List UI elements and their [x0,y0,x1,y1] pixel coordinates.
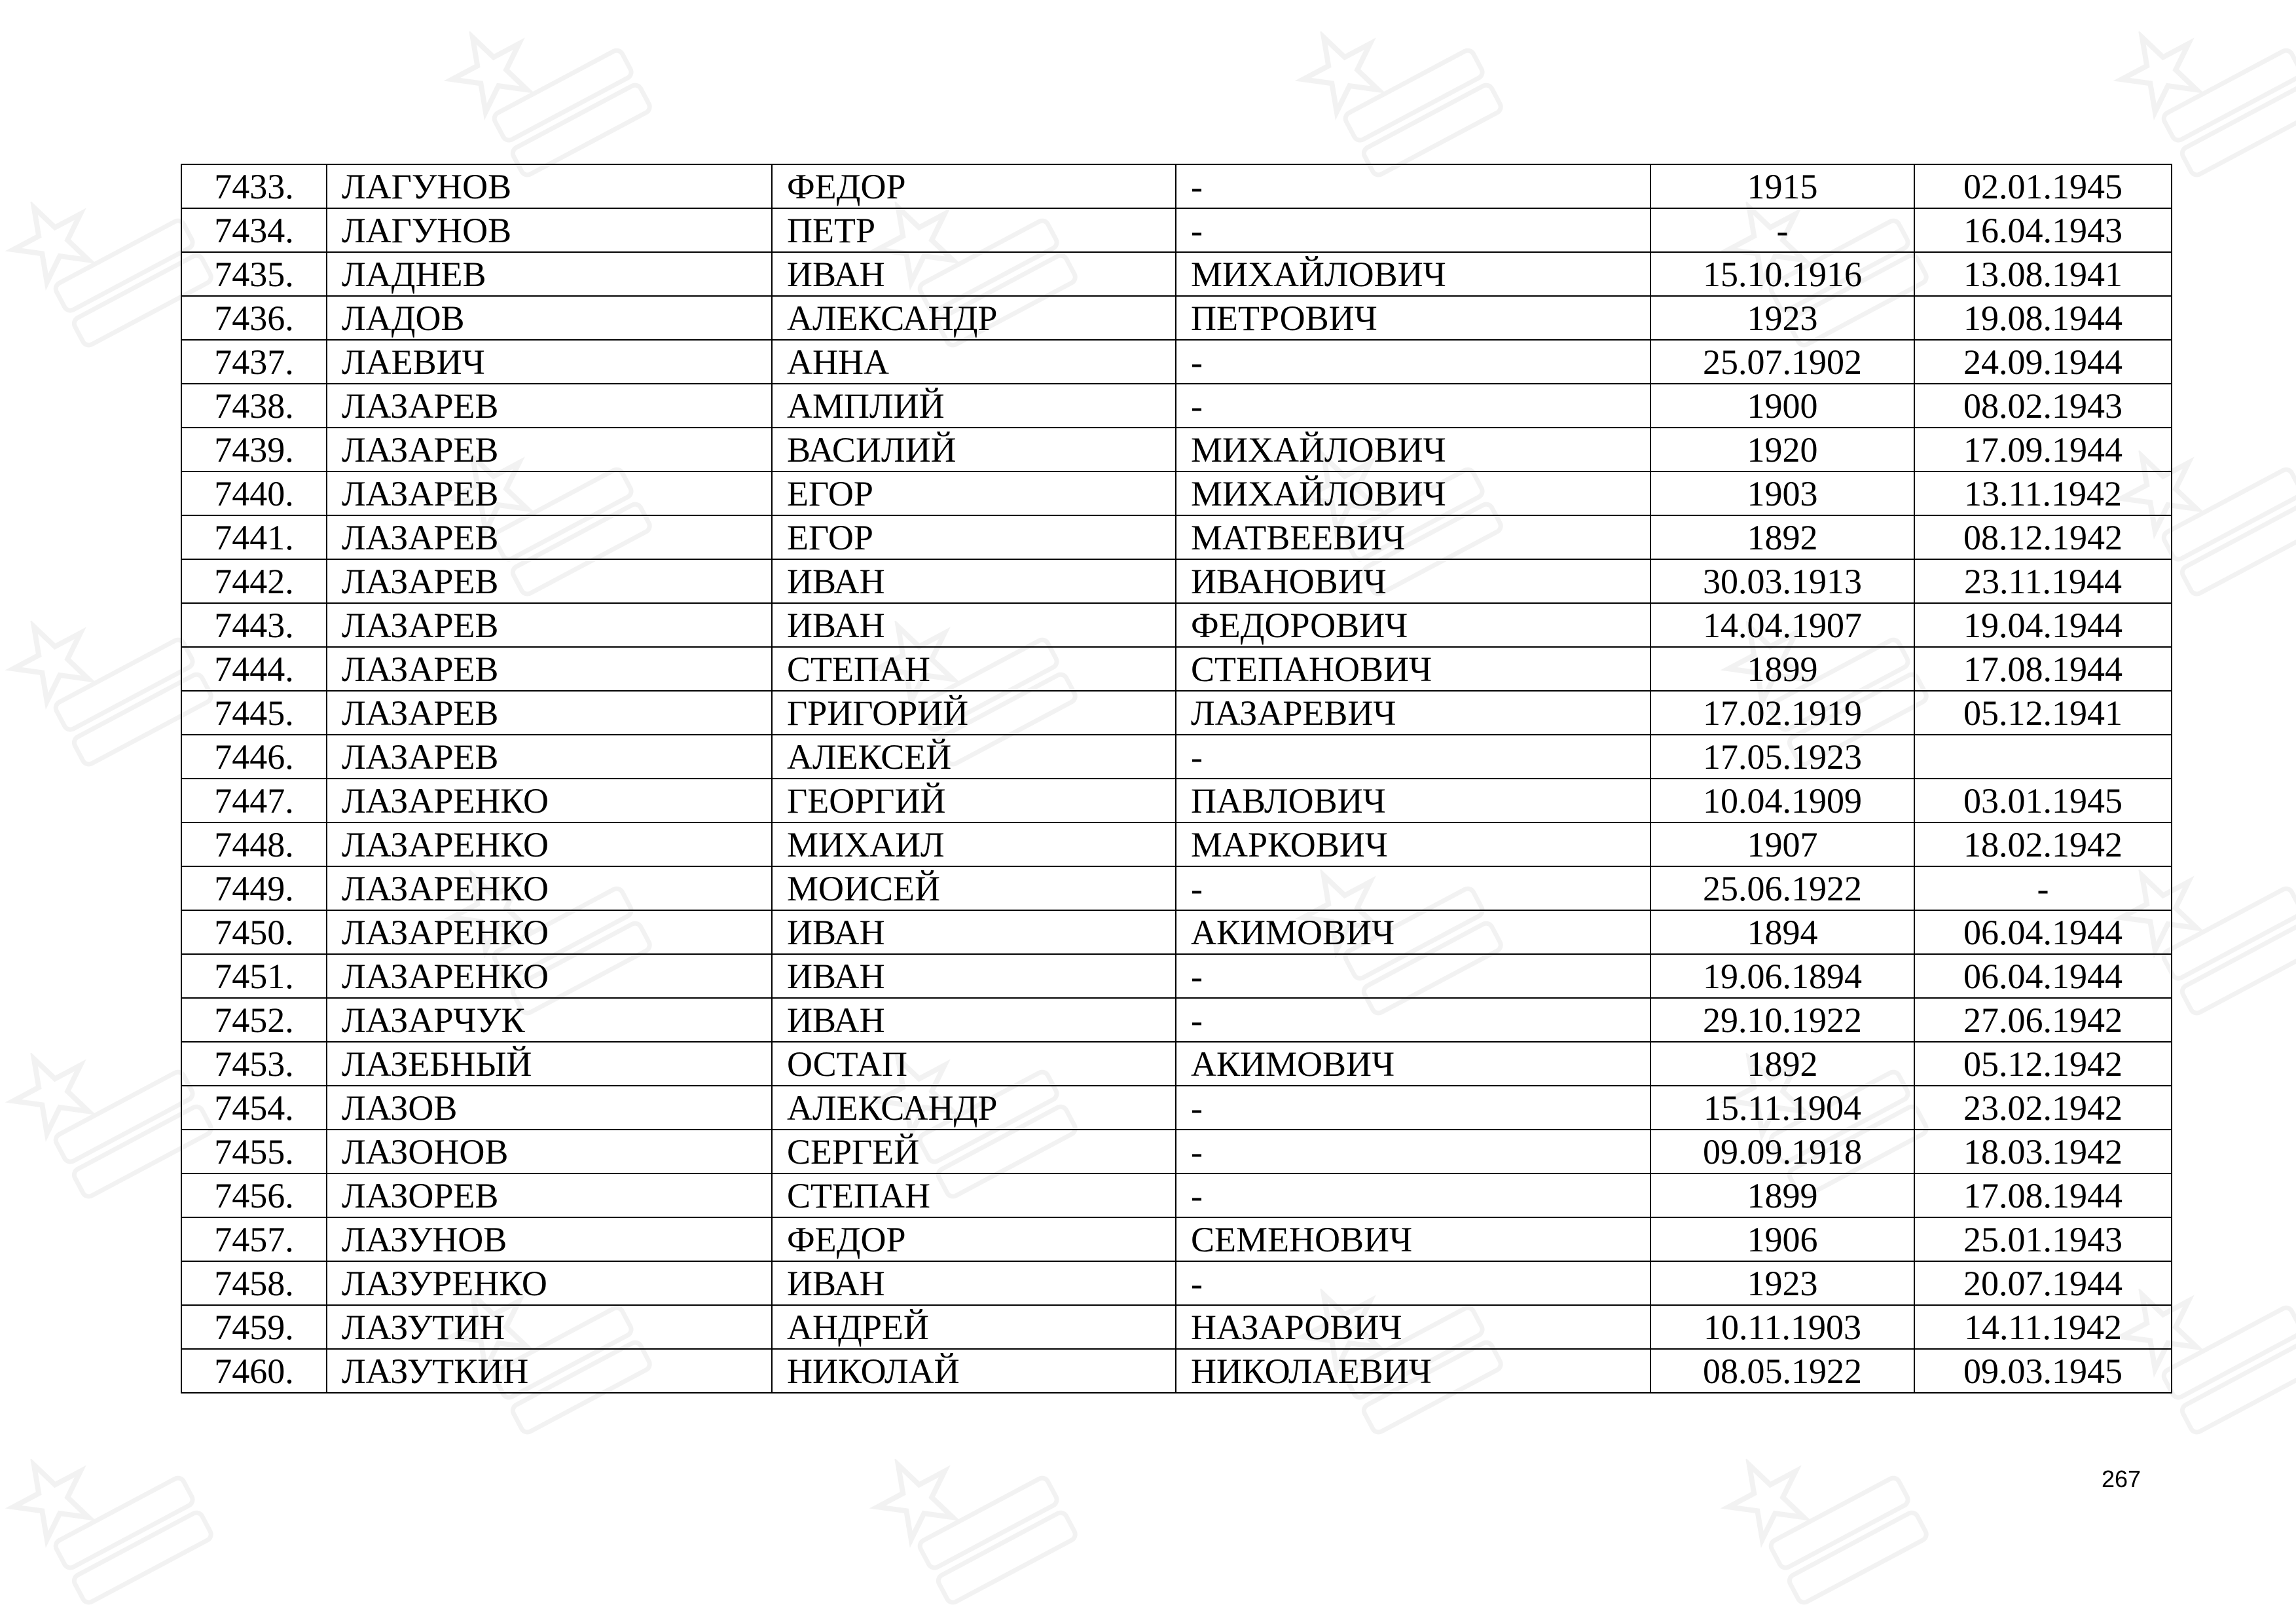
death-date-cell: 17.09.1944 [1914,428,2172,471]
last-name-cell: ЛАЗАРЕВ [327,559,772,603]
last-name-cell: ЛАЗОНОВ [327,1130,772,1173]
table-row [181,252,2172,296]
first-name-cell: МОИСЕЙ [772,866,1176,910]
birth-date-cell: 14.04.1907 [1650,603,1914,647]
first-name-cell: МИХАИЛ [772,822,1176,866]
row-number-cell: 7435. [181,252,327,296]
last-name-cell: ЛАЗАРЕНКО [327,910,772,954]
table-row [181,384,2172,428]
birth-date-cell: 1892 [1650,1042,1914,1086]
last-name-cell: ЛАГУНОВ [327,164,772,208]
death-date-cell: 13.11.1942 [1914,471,2172,515]
row-number-cell: 7449. [181,866,327,910]
birth-date-cell: 08.05.1922 [1650,1349,1914,1393]
patronymic-cell: НИКОЛАЕВИЧ [1176,1349,1650,1393]
row-number-cell: 7455. [181,1130,327,1173]
last-name-cell: ЛАЗАРЕВ [327,515,772,559]
birth-date-cell: 25.06.1922 [1650,866,1914,910]
row-number-cell: 7441. [181,515,327,559]
patronymic-cell: СТЕПАНОВИЧ [1176,647,1650,691]
table-row [181,691,2172,735]
death-date-cell: 23.02.1942 [1914,1086,2172,1130]
last-name-cell: ЛАЗУНОВ [327,1217,772,1261]
row-number-cell: 7440. [181,471,327,515]
last-name-cell: ЛАЗУТИН [327,1305,772,1349]
memorial-register-table [181,164,2172,1393]
patronymic-cell: СЕМЕНОВИЧ [1176,1217,1650,1261]
patronymic-cell: ПАВЛОВИЧ [1176,779,1650,822]
birth-date-cell: 1907 [1650,822,1914,866]
patronymic-cell: МИХАЙЛОВИЧ [1176,471,1650,515]
death-date-cell: 14.11.1942 [1914,1305,2172,1349]
last-name-cell: ЛАЗАРЕНКО [327,822,772,866]
watermark-stamp [0,1394,232,1624]
row-number-cell: 7442. [181,559,327,603]
birth-date-cell: 1900 [1650,384,1914,428]
row-number-cell: 7446. [181,735,327,779]
death-date-cell: 25.01.1943 [1914,1217,2172,1261]
death-date-cell: 05.12.1942 [1914,1042,2172,1086]
patronymic-cell: - [1176,735,1650,779]
patronymic-cell: - [1176,954,1650,998]
death-date-cell: 18.02.1942 [1914,822,2172,866]
death-date-cell: 08.02.1943 [1914,384,2172,428]
death-date-cell: 16.04.1943 [1914,208,2172,252]
last-name-cell: ЛАЗАРЕВ [327,647,772,691]
first-name-cell: ИВАН [772,603,1176,647]
table-row [181,1042,2172,1086]
death-date-cell: 17.08.1944 [1914,647,2172,691]
row-number-cell: 7436. [181,296,327,340]
death-date-cell: 03.01.1945 [1914,779,2172,822]
row-number-cell: 7439. [181,428,327,471]
table-row [181,998,2172,1042]
table-row [181,866,2172,910]
first-name-cell: ИВАН [772,1261,1176,1305]
last-name-cell: ЛАДОВ [327,296,772,340]
last-name-cell: ЛАЗАРЕВ [327,691,772,735]
last-name-cell: ЛАЗАРЕВ [327,735,772,779]
row-number-cell: 7456. [181,1173,327,1217]
table-row [181,954,2172,998]
first-name-cell: СТЕПАН [772,647,1176,691]
patronymic-cell: - [1176,208,1650,252]
birth-date-cell: 10.11.1903 [1650,1305,1914,1349]
row-number-cell: 7438. [181,384,327,428]
row-number-cell: 7434. [181,208,327,252]
table-row [181,647,2172,691]
birth-date-cell: 1920 [1650,428,1914,471]
patronymic-cell: МИХАЙЛОВИЧ [1176,252,1650,296]
birth-date-cell: 1903 [1650,471,1914,515]
death-date-cell: 18.03.1942 [1914,1130,2172,1173]
patronymic-cell: ЛАЗАРЕВИЧ [1176,691,1650,735]
death-date-cell: 08.12.1942 [1914,515,2172,559]
last-name-cell: ЛАЗОРЕВ [327,1173,772,1217]
first-name-cell: ИВАН [772,954,1176,998]
death-date-cell: 06.04.1944 [1914,954,2172,998]
patronymic-cell: МАРКОВИЧ [1176,822,1650,866]
row-number-cell: 7457. [181,1217,327,1261]
patronymic-cell: МИХАЙЛОВИЧ [1176,428,1650,471]
birth-date-cell: 09.09.1918 [1650,1130,1914,1173]
first-name-cell: ФЕДОР [772,164,1176,208]
watermark-stamp [1705,1394,1947,1624]
row-number-cell: 7451. [181,954,327,998]
first-name-cell: ГРИГОРИЙ [772,691,1176,735]
table-row [181,910,2172,954]
birth-date-cell: 1923 [1650,296,1914,340]
row-number-cell: 7450. [181,910,327,954]
table-row [181,1305,2172,1349]
death-date-cell: 02.01.1945 [1914,164,2172,208]
table-row [181,735,2172,779]
patronymic-cell: - [1176,1130,1650,1173]
birth-date-cell: 1923 [1650,1261,1914,1305]
last-name-cell: ЛАЗАРЕВ [327,428,772,471]
patronymic-cell: ИВАНОВИЧ [1176,559,1650,603]
table-row [181,296,2172,340]
patronymic-cell: - [1176,384,1650,428]
last-name-cell: ЛАГУНОВ [327,208,772,252]
patronymic-cell: - [1176,340,1650,384]
first-name-cell: СТЕПАН [772,1173,1176,1217]
table-row [181,1086,2172,1130]
birth-date-cell: 1899 [1650,1173,1914,1217]
first-name-cell: АНДРЕЙ [772,1305,1176,1349]
first-name-cell: ОСТАП [772,1042,1176,1086]
row-number-cell: 7433. [181,164,327,208]
first-name-cell: ИВАН [772,559,1176,603]
death-date-cell: 19.08.1944 [1914,296,2172,340]
first-name-cell: АЛЕКСЕЙ [772,735,1176,779]
patronymic-cell: АКИМОВИЧ [1176,910,1650,954]
death-date-cell: 19.04.1944 [1914,603,2172,647]
patronymic-cell: МАТВЕЕВИЧ [1176,515,1650,559]
first-name-cell: ЕГОР [772,515,1176,559]
birth-date-cell: 19.06.1894 [1650,954,1914,998]
patronymic-cell: - [1176,998,1650,1042]
first-name-cell: ИВАН [772,252,1176,296]
table-row [181,471,2172,515]
table-row [181,208,2172,252]
row-number-cell: 7445. [181,691,327,735]
birth-date-cell: 29.10.1922 [1650,998,1914,1042]
row-number-cell: 7460. [181,1349,327,1393]
table-row [181,1261,2172,1305]
birth-date-cell: 15.10.1916 [1650,252,1914,296]
birth-date-cell: 1906 [1650,1217,1914,1261]
death-date-cell: 20.07.1944 [1914,1261,2172,1305]
death-date-cell: 27.06.1942 [1914,998,2172,1042]
death-date-cell: 09.03.1945 [1914,1349,2172,1393]
row-number-cell: 7453. [181,1042,327,1086]
row-number-cell: 7454. [181,1086,327,1130]
row-number-cell: 7444. [181,647,327,691]
patronymic-cell: - [1176,1261,1650,1305]
row-number-cell: 7443. [181,603,327,647]
last-name-cell: ЛАДНЕВ [327,252,772,296]
last-name-cell: ЛАЗАРЕВ [327,471,772,515]
table-row [181,603,2172,647]
last-name-cell: ЛАЗАРЕВ [327,603,772,647]
death-date-cell: 23.11.1944 [1914,559,2172,603]
row-number-cell: 7452. [181,998,327,1042]
last-name-cell: ЛАЗАРЕНКО [327,954,772,998]
patronymic-cell: - [1176,1173,1650,1217]
table-row [181,822,2172,866]
death-date-cell: 13.08.1941 [1914,252,2172,296]
page-number: 267 [2102,1466,2141,1492]
patronymic-cell: - [1176,1086,1650,1130]
last-name-cell: ЛАЗЕБНЫЙ [327,1042,772,1086]
death-date-cell [1914,735,2172,779]
birth-date-cell: 17.02.1919 [1650,691,1914,735]
birth-date-cell: 25.07.1902 [1650,340,1914,384]
last-name-cell: ЛАЗАРЕВ [327,384,772,428]
birth-date-cell: 15.11.1904 [1650,1086,1914,1130]
last-name-cell: ЛАЗАРЕНКО [327,866,772,910]
death-date-cell: 17.08.1944 [1914,1173,2172,1217]
birth-date-cell: 1899 [1650,647,1914,691]
table-row [181,559,2172,603]
row-number-cell: 7447. [181,779,327,822]
death-date-cell: 05.12.1941 [1914,691,2172,735]
first-name-cell: СЕРГЕЙ [772,1130,1176,1173]
row-number-cell: 7448. [181,822,327,866]
table-row [181,1173,2172,1217]
row-number-cell: 7459. [181,1305,327,1349]
first-name-cell: АННА [772,340,1176,384]
last-name-cell: ЛАЗАРЧУК [327,998,772,1042]
death-date-cell: 06.04.1944 [1914,910,2172,954]
table-row [181,1217,2172,1261]
table-row [181,428,2172,471]
patronymic-cell: ФЕДОРОВИЧ [1176,603,1650,647]
birth-date-cell: 1892 [1650,515,1914,559]
row-number-cell: 7437. [181,340,327,384]
patronymic-cell: - [1176,164,1650,208]
first-name-cell: ЕГОР [772,471,1176,515]
first-name-cell: ФЕДОР [772,1217,1176,1261]
birth-date-cell: 1915 [1650,164,1914,208]
row-number-cell: 7458. [181,1261,327,1305]
table-row [181,1130,2172,1173]
first-name-cell: ВАСИЛИЙ [772,428,1176,471]
birth-date-cell: - [1650,208,1914,252]
table-row [181,515,2172,559]
birth-date-cell: 30.03.1913 [1650,559,1914,603]
last-name-cell: ЛАЗОВ [327,1086,772,1130]
first-name-cell: ИВАН [772,910,1176,954]
first-name-cell: АМПЛИЙ [772,384,1176,428]
first-name-cell: ИВАН [772,998,1176,1042]
patronymic-cell: - [1176,866,1650,910]
last-name-cell: ЛАЗУРЕНКО [327,1261,772,1305]
last-name-cell: ЛАЗУТКИН [327,1349,772,1393]
table-row [181,1349,2172,1393]
birth-date-cell: 10.04.1909 [1650,779,1914,822]
first-name-cell: АЛЕКСАНДР [772,296,1176,340]
patronymic-cell: НАЗАРОВИЧ [1176,1305,1650,1349]
table-row [181,340,2172,384]
patronymic-cell: АКИМОВИЧ [1176,1042,1650,1086]
patronymic-cell: ПЕТРОВИЧ [1176,296,1650,340]
death-date-cell: - [1914,866,2172,910]
last-name-cell: ЛАЗАРЕНКО [327,779,772,822]
first-name-cell: ГЕОРГИЙ [772,779,1176,822]
watermark-stamp [854,1394,1096,1624]
first-name-cell: НИКОЛАЙ [772,1349,1176,1393]
death-date-cell: 24.09.1944 [1914,340,2172,384]
last-name-cell: ЛАЕВИЧ [327,340,772,384]
first-name-cell: ПЕТР [772,208,1176,252]
first-name-cell: АЛЕКСАНДР [772,1086,1176,1130]
table-row [181,164,2172,208]
birth-date-cell: 1894 [1650,910,1914,954]
table-row [181,779,2172,822]
birth-date-cell: 17.05.1923 [1650,735,1914,779]
